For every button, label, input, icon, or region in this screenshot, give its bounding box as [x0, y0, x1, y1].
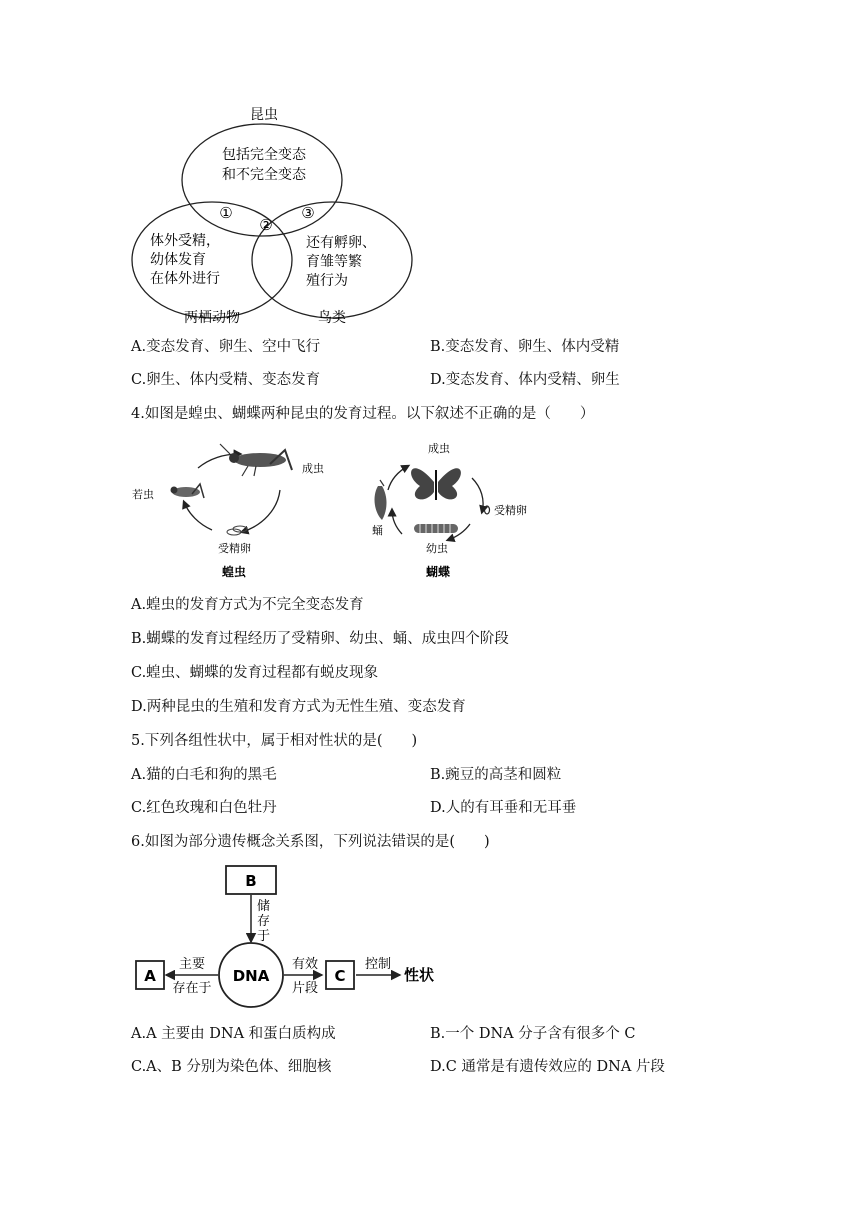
locust-caption: 蝗虫: [222, 565, 247, 579]
effective-label-1: 有效: [291, 957, 319, 972]
venn-left-text-3: 在体外进行: [150, 271, 220, 287]
box-c-label: C: [334, 967, 346, 985]
pupa-icon: [375, 480, 387, 520]
venn-right-text-1: 还有孵卵、: [306, 235, 376, 251]
butterfly-caption: 蝴蝶: [426, 565, 451, 579]
q6-stem: 6.如图为部分遗传概念关系图，下列说法错误的是( ): [131, 834, 490, 850]
genetics-concept-diagram: [130, 862, 460, 1014]
venn-left-text-1: 体外受精，: [150, 233, 220, 249]
venn-top-text-2: 和不完全变态: [222, 167, 306, 183]
q6-option-b: B.一个 DNA 分子含有很多个 C: [430, 1026, 636, 1042]
store-label-1: 储: [257, 899, 271, 914]
butterfly-adult-label: 成虫: [428, 442, 450, 455]
store-label-2: 存: [257, 914, 271, 929]
q3-option-b: B.变态发育、卵生、体内受精: [430, 339, 620, 355]
grasshopper-adult-icon: [220, 444, 292, 476]
grasshopper-nymph-icon: [171, 484, 205, 498]
locust-egg-label: 受精卵: [218, 542, 251, 555]
venn-mark-3: ③: [301, 204, 315, 222]
q4-option-a: A.蝗虫的发育方式为不完全变态发育: [131, 597, 364, 613]
q5-option-b: B.豌豆的高茎和圆粒: [430, 767, 562, 783]
venn-left-text-2: 幼体发育: [150, 252, 206, 268]
q5-stem: 5.下列各组性状中，属于相对性状的是( ): [131, 733, 418, 749]
butterfly-pupa-label: 蛹: [372, 524, 383, 537]
box-b-label: B: [245, 872, 257, 890]
q6-option-c: C.A、B 分别为染色体、细胞核: [131, 1059, 332, 1075]
store-label-3: 于: [257, 929, 271, 944]
butterfly-cycle: [372, 441, 527, 579]
q3-option-d: D.变态发育、体内受精、卵生: [430, 372, 620, 388]
q6-option-d: D.C 通常是有遗传效应的 DNA 片段: [430, 1059, 665, 1075]
butterfly-egg-label: 受精卵: [494, 504, 527, 517]
venn-top-label: 昆虫: [250, 107, 278, 123]
venn-left-label: 两栖动物: [184, 310, 240, 326]
q6-option-a: A.A 主要由 DNA 和蛋白质构成: [131, 1026, 336, 1042]
box-a-label: A: [144, 967, 156, 985]
q5-option-d: D.人的有耳垂和无耳垂: [430, 800, 577, 816]
q4-option-b: B.蝴蝶的发育过程经历了受精卵、幼虫、蛹、成虫四个阶段: [131, 631, 509, 647]
q5-option-c: C.红色玫瑰和白色牡丹: [131, 800, 277, 816]
locust-egg-icon: [227, 526, 247, 535]
butterfly-larva-label: 幼虫: [426, 542, 448, 555]
caterpillar-larva-icon: [414, 524, 458, 533]
dna-label: DNA: [232, 967, 270, 985]
control-label: 控制: [364, 957, 392, 972]
butterfly-adult-icon: [411, 468, 461, 500]
venn-right-text-2: 育雏等繁: [306, 254, 362, 270]
locust-adult-label: 成虫: [302, 462, 324, 475]
main-label-2: 存在于: [172, 981, 212, 996]
venn-mark-2: ②: [259, 216, 273, 234]
q3-option-a: A.变态发育、卵生、空中飞行: [131, 339, 321, 355]
q4-option-d: D.两种昆虫的生殖和发育方式为无性生殖、变态发育: [131, 699, 466, 715]
insect-development-figure: [130, 440, 560, 585]
q3-option-c: C.卵生、体内受精、变态发育: [131, 372, 321, 388]
main-label-1: 主要: [178, 957, 206, 972]
trait-label: 性状: [404, 966, 435, 984]
venn-mark-1: ①: [219, 204, 233, 222]
q4-option-c: C.蝗虫、蝴蝶的发育过程都有蜕皮现象: [131, 665, 379, 681]
venn-top-text-1: 包括完全变态: [222, 147, 306, 163]
q4-stem: 4.如图是蝗虫、蝴蝶两种昆虫的发育过程。以下叙述不正确的是（ ）: [131, 406, 595, 422]
venn-right-label: 鸟类: [318, 310, 346, 326]
locust-cycle: [132, 444, 324, 579]
venn-diagram: [120, 95, 420, 330]
butterfly-egg-icon: [485, 506, 490, 514]
q5-option-a: A.猫的白毛和狗的黑毛: [131, 767, 277, 783]
effective-label-2: 片段: [291, 981, 319, 996]
locust-nymph-label: 若虫: [132, 488, 154, 501]
venn-right-text-3: 殖行为: [306, 273, 348, 289]
